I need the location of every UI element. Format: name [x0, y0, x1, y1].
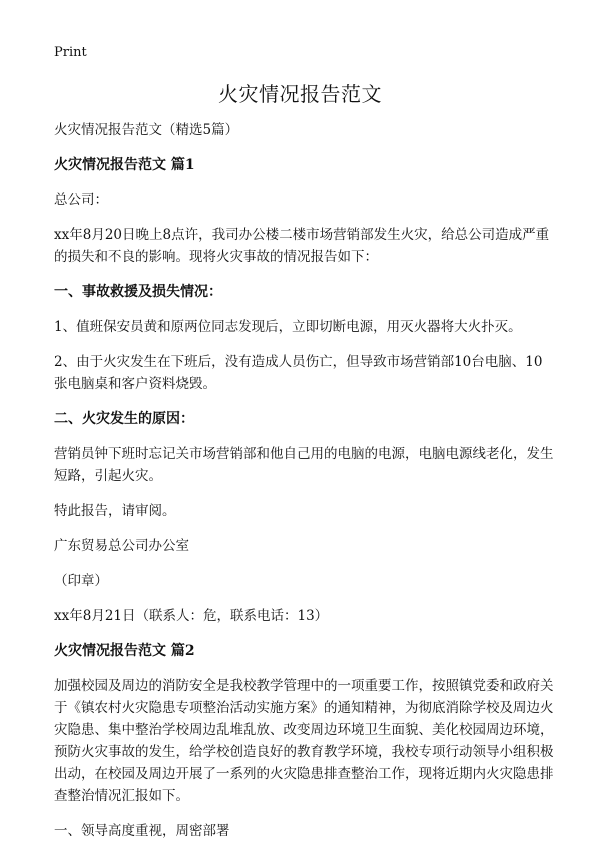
section-heading-2: 火灾情况报告范文 篇2 — [54, 643, 195, 659]
section-heading-1: 火灾情况报告范文 篇1 — [54, 157, 195, 173]
closing-line: 特此报告，请审阅。 — [54, 503, 176, 519]
greeting: 总公司： — [54, 192, 108, 208]
seal-note: （印章） — [54, 573, 108, 589]
organization-name: 广东贸易总公司办公室 — [54, 538, 189, 554]
rescue-item-2: 2、由于火灾发生在下班后，没有造成人员伤亡，但导致市场营销部10台电脑、10张电脑桌和客户资料烧毁。 — [54, 354, 543, 392]
intro-paragraph: xx年8月20日晚上8点许，我司办公楼二楼市场营销部发生火灾，给总公司造成严重的损失和不良的影响。现将火灾事故的情况报告如下： — [54, 227, 550, 265]
rescue-heading: 一、事故救援及损失情况： — [54, 284, 222, 300]
date-contact-line: xx年8月21日（联系人：危，联系电话：13） — [54, 608, 329, 624]
cause-heading: 二、火灾发生的原因： — [54, 411, 194, 427]
document-title: 火灾情况报告范文 — [218, 82, 382, 106]
document-subtitle: 火灾情况报告范文（精选5篇） — [54, 122, 239, 138]
print-link[interactable]: Print — [54, 45, 87, 60]
cause-paragraph: 营销员钟下班时忘记关市场营销部和他自己用的电脑的电源，电脑电源线老化，发生短路，引起火灾。 — [54, 446, 554, 484]
section2-paragraph: 加强校园及周边的消防安全是我校教学管理中的一项重要工作，按照镇党委和政府关于《镇农村火灾隐患专项整治活动实施方案》的通知精神，为彻底消除学校及周边火灾隐患、集中整治学校周边乱堆乱放、改变周边环境卫生面貌、美化校园周边环境，预防火灾事故的发生，给学校创造良好的教育教学环境，我校专项行动领导小组积极出动，在校园及周边开展了一系列的火灾隐患排查整治工作，现将近期内火灾隐患排查整治情况汇报如下。 — [54, 678, 554, 804]
section2-point-1: 一、领导高度重视，周密部署 — [54, 823, 230, 839]
rescue-item-1: 1、值班保安员黄和原两位同志发现后，立即切断电源，用灭火器将大火扑灭。 — [54, 319, 522, 335]
document-body — [54, 119, 554, 842]
